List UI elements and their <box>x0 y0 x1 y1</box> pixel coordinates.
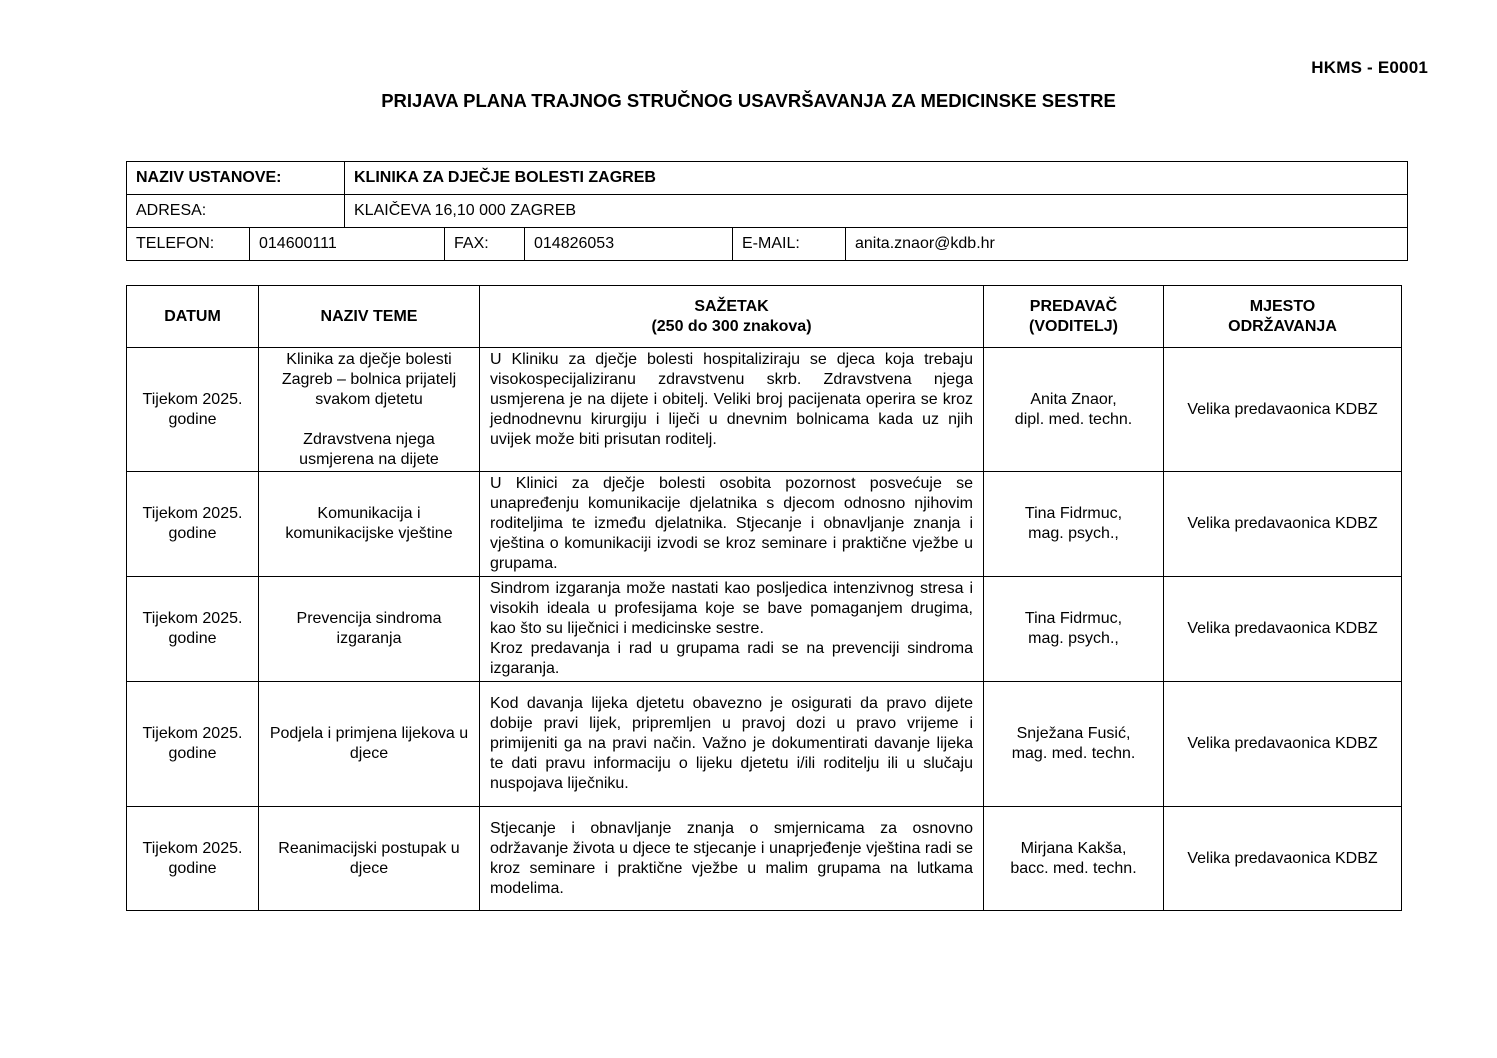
phone-value: 014600111 <box>250 228 445 261</box>
table-row <box>127 348 1402 472</box>
row-date: Tijekom 2025. godine <box>127 807 259 911</box>
table-row <box>127 807 1402 911</box>
row-date: Tijekom 2025. godine <box>127 682 259 807</box>
phone-label: TELEFON: <box>127 228 250 261</box>
institution-name-row <box>127 162 1408 195</box>
plan-header-row <box>127 286 1402 348</box>
row-topic: Podjela i primjena lijekova u djece <box>259 682 480 807</box>
row-summary: U Klinici za dječje bolesti osobita pozornost posvećuje se unapređenju komunikacije djelatnika s djecom odnosno njihovim roditeljima te između djelatnika. Stjecanje i obnavljanje znanja i vještina o komunikaciji izvodi se kroz seminare i praktične vježbe u grupama. <box>480 472 984 577</box>
address-label: ADRESA: <box>127 195 345 228</box>
row-summary: Stjecanje i obnavljanje znanja o smjernicama za osnovno održavanje života u djece te stjecanje i unaprjeđenje vještina radi se kroz seminare i praktične vježbe u malim grupama na lutkama modelima. <box>480 807 984 911</box>
header-location-line2: ODRŽAVANJA <box>1228 317 1337 335</box>
row-date: Tijekom 2025. godine <box>127 348 259 472</box>
row-topic: Prevencija sindroma izgaranja <box>259 577 480 682</box>
row-summary-part1: Sindrom izgaranja može nastati kao posljedica intenzivnog stresa i visokih ideala u profesijama koje se bave pomaganjem drugima, kao što su liječnici i medicinske sestre. <box>490 580 973 637</box>
row-location: Velika predavaonica KDBZ <box>1164 577 1402 682</box>
address-value: KLAIČEVA 16,10 000 ZAGREB <box>345 195 1408 228</box>
email-value[interactable]: anita.znaor@kdb.hr <box>846 228 1408 261</box>
row-summary <box>480 577 984 682</box>
row-location: Velika predavaonica KDBZ <box>1164 682 1402 807</box>
document-title: PRIJAVA PLANA TRAJNOG STRUČNOG USAVRŠAVANJA ZA MEDICINSKE SESTRE <box>381 90 1116 111</box>
row-location: Velika predavaonica KDBZ <box>1164 472 1402 577</box>
training-plan-table <box>126 285 1402 911</box>
row-summary-part2: Kroz predavanja i rad u grupama radi se na prevenciji sindroma izgaranja. <box>490 640 973 677</box>
row-date: Tijekom 2025. godine <box>127 472 259 577</box>
document-code: HKMS - E0001 <box>1311 58 1428 77</box>
header-lecturer-line2: (VODITELJ) <box>1029 317 1118 335</box>
row-summary: U Kliniku za dječje bolesti hospitaliziraju se djeca koja trebaju visokospecijaliziranu zdravstvenu skrb. Zdravstvena njega usmjerena je na dijete i obitelj. Veliki broj pacijenata operira se kroz jednodnevnu kirurgiju i liječi u dnevnim bolnicama kada uz njih uvijek može biti prisutan roditelj. <box>480 348 984 472</box>
fax-label: FAX: <box>445 228 525 261</box>
institution-name-value: KLINIKA ZA DJEČJE BOLESTI ZAGREB <box>345 162 1408 195</box>
header-location <box>1164 286 1402 348</box>
institution-address-row <box>127 195 1408 228</box>
table-row <box>127 682 1402 807</box>
row-date: Tijekom 2025. godine <box>127 577 259 682</box>
row-topic-sub: Zdravstvena njega usmjerena na dijete <box>299 430 439 468</box>
institution-name-label: NAZIV USTANOVE: <box>127 162 345 195</box>
row-topic <box>259 348 480 472</box>
row-topic: Komunikacija i komunikacijske vještine <box>259 472 480 577</box>
row-summary: Kod davanja lijeka djetetu obavezno je osigurati da pravo dijete dobije pravi lijek, pripremljen u pravoj dozi u pravo vrijeme i primijeniti ga na pravi način. Važno je dokumentirati davanje lijeka te dati pravu informaciju o lijeku djetetu i/ili roditelju ili u slučaju nuspojava liječniku. <box>480 682 984 807</box>
header-date: DATUM <box>127 286 259 348</box>
row-lecturer: Snježana Fusić, mag. med. techn. <box>984 682 1164 807</box>
row-lecturer: Tina Fidrmuc, mag. psych., <box>984 472 1164 577</box>
row-topic: Reanimacijski postupak u djece <box>259 807 480 911</box>
institution-contact-row <box>127 228 1408 261</box>
row-lecturer: Mirjana Kakša, bacc. med. techn. <box>984 807 1164 911</box>
header-topic: NAZIV TEME <box>259 286 480 348</box>
institution-info-table <box>126 161 1408 261</box>
row-topic-main: Klinika za dječje bolesti Zagreb – bolnica prijatelj svakom djetetu <box>281 350 457 408</box>
header-summary-line2: (250 do 300 znakova) <box>651 317 812 335</box>
table-row <box>127 472 1402 577</box>
row-location: Velika predavaonica KDBZ <box>1164 807 1402 911</box>
header-lecturer <box>984 286 1164 348</box>
fax-value: 014826053 <box>525 228 733 261</box>
header-summary-line1: SAŽETAK <box>694 297 769 315</box>
row-location: Velika predavaonica KDBZ <box>1164 348 1402 472</box>
row-lecturer: Tina Fidrmuc, mag. psych., <box>984 577 1164 682</box>
header-summary <box>480 286 984 348</box>
header-lecturer-line1: PREDAVAČ <box>1029 297 1118 315</box>
header-location-line1: MJESTO <box>1249 297 1316 315</box>
email-label: E-MAIL: <box>733 228 846 261</box>
table-row <box>127 577 1402 682</box>
row-lecturer: Anita Znaor, dipl. med. techn. <box>984 348 1164 472</box>
